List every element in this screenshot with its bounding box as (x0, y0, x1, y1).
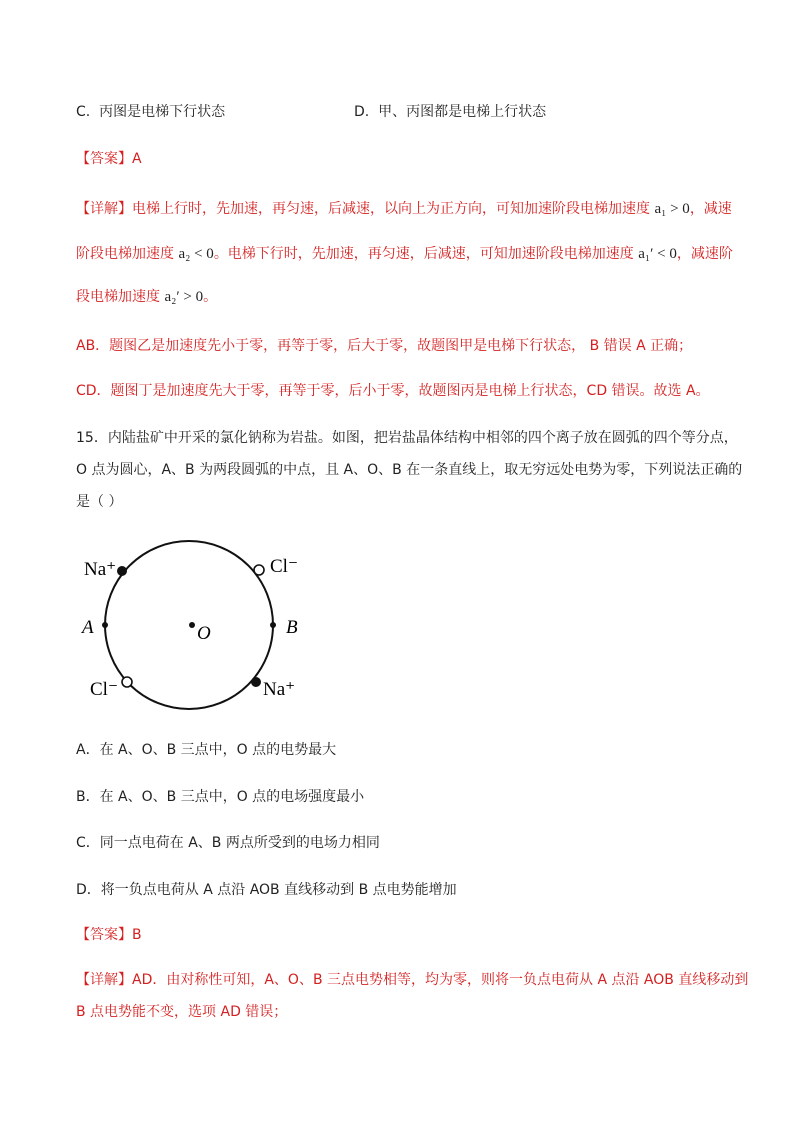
option-d: D．将一负点电荷从 A 点沿 AOB 直线移动到 B 点电势能增加 (76, 882, 457, 898)
na-top-dot (117, 566, 127, 576)
option-c-prev: C. 丙图是电梯下行状态 (76, 104, 226, 120)
detail-1-cd: CD．题图丁是加速度先大于零，再等于零，后小于零，故题图丙是电梯上行状态，CD 错误。故选 A。 (76, 383, 710, 399)
detail-1-line-2: 阶段电梯加速度 a₂ < 0。电梯下行时，先加速，再匀速，后减速，可知加速阶段电梯加速度 a₁′ < 0，减速阶 (76, 246, 733, 262)
detail-1-line-3: 段电梯加速度 a₂′ > 0。 (76, 289, 218, 305)
label-cl-top: Cl⁻ (270, 556, 298, 577)
label-cl-bottom: Cl⁻ (90, 679, 118, 700)
point-b-dot (270, 622, 276, 628)
detail-1-line-1: 【详解】电梯上行时，先加速，再匀速，后减速，以向上为正方向，可知加速阶段电梯加速度 a₁ > 0，减速 (76, 201, 732, 217)
answer-2: 【答案】B (76, 927, 142, 943)
math-a1-positive: a₁ > 0 (654, 201, 690, 217)
label-na-bottom: Na⁺ (263, 679, 296, 700)
answer-1: 【答案】A (76, 151, 142, 167)
label-na-top: Na⁺ (84, 559, 117, 580)
point-a-dot (102, 622, 108, 628)
math-a2prime-positive: a₂′ > 0 (164, 289, 204, 305)
label-b: B (286, 617, 298, 638)
cl-top-dot (254, 565, 264, 575)
option-c: C．同一点电荷在 A、B 两点所受到的电场力相同 (76, 835, 380, 851)
option-a: A．在 A、O、B 三点中，O 点的电势最大 (76, 742, 337, 758)
math-a1prime-negative: a₁′ < 0 (638, 246, 677, 262)
na-bottom-dot (251, 677, 261, 687)
option-d-prev: D. 甲、丙图都是电梯上行状态 (354, 104, 547, 120)
point-o-dot (189, 622, 195, 628)
cl-bottom-dot (122, 677, 132, 687)
detail-1-ab: AB．题图乙是加速度先小于零，再等于零，后大于零，故题图甲是电梯下行状态， B 错误 A 正确； (76, 338, 693, 354)
detail-2-line-2: B 点电势能不变，选项 AD 错误； (76, 1004, 288, 1020)
label-a: A (82, 617, 94, 638)
label-o: O (197, 623, 211, 644)
circle-ion-diagram (70, 525, 330, 710)
option-b: B．在 A、O、B 三点中，O 点的电场强度最小 (76, 789, 365, 805)
math-a2-negative: a₂ < 0 (178, 246, 214, 262)
detail-2-line-1: 【详解】AD．由对称性可知，A、O、B 三点电势相等，均为零，则将一负点电荷从 A 点沿 AOB 直线移动到 (76, 972, 749, 988)
question-15-line-2: O 点为圆心，A、B 为两段圆弧的中点，且 A、O、B 在一条直线上，取无穷远处电势为零，下列说法正确的 (76, 462, 743, 478)
question-15-line-3: 是（ ） (76, 494, 123, 510)
question-15-line-1: 15．内陆盐矿中开采的氯化钠称为岩盐。如图，把岩盐晶体结构中相邻的四个离子放在圆弧的四个等分点， (76, 430, 738, 446)
